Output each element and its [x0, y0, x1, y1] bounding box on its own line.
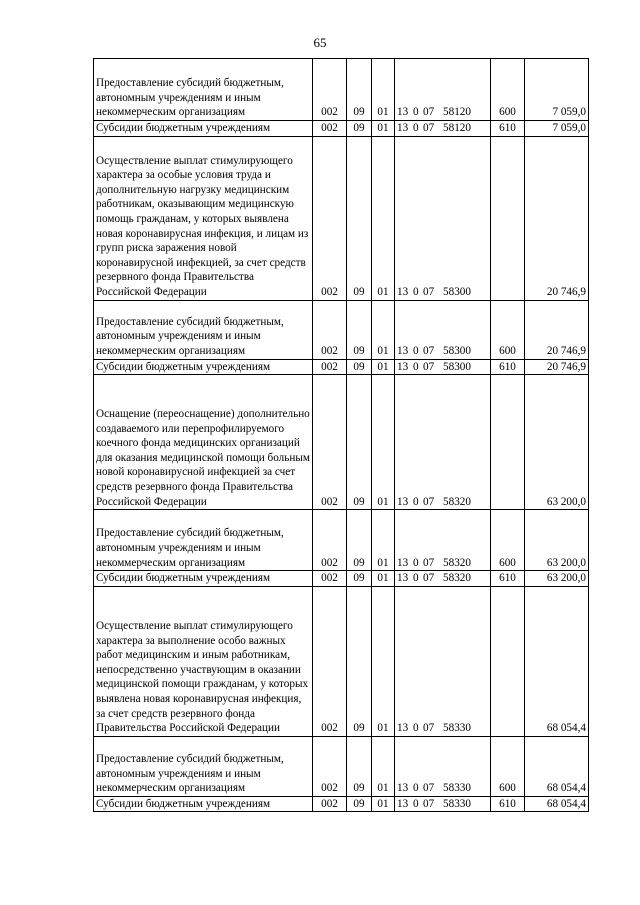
target-article-code: 13 0 07 58330	[395, 736, 491, 796]
section-code: 09	[347, 510, 372, 571]
admin-code: 002	[313, 571, 347, 587]
amount: 68 054,4	[525, 796, 589, 812]
subsection-code: 01	[372, 375, 395, 510]
expense-name: Предоставление субсидий бюджетным, автономным учреждениям и иным некоммерческим организациям	[94, 510, 313, 571]
expense-type-code: 600	[491, 300, 525, 359]
section-code: 09	[347, 121, 372, 137]
expense-name: Субсидии бюджетным учреждениям	[94, 571, 313, 587]
admin-code: 002	[313, 59, 347, 121]
admin-code: 002	[313, 796, 347, 812]
expense-name: Субсидии бюджетным учреждениям	[94, 359, 313, 375]
table-row	[94, 375, 589, 510]
table-row	[94, 736, 589, 796]
section-code: 09	[347, 796, 372, 812]
expense-type-code: 610	[491, 121, 525, 137]
admin-code: 002	[313, 359, 347, 375]
subsection-code: 01	[372, 121, 395, 137]
expense-name: Оснащение (переоснащение) дополнительно создаваемого или перепрофилируемого коечного фонда медицинских организаций для оказания медицинской помощи больным новой коронавирусной инфекцией за счет средств резервного фонда Правительства Российской Федерации	[94, 375, 313, 510]
target-article-code: 13 0 07 58320	[395, 571, 491, 587]
expense-type-code	[491, 136, 525, 300]
section-code: 09	[347, 375, 372, 510]
amount: 68 054,4	[525, 736, 589, 796]
table-row	[94, 586, 589, 736]
table-row	[94, 359, 589, 375]
table-row	[94, 300, 589, 359]
table-row	[94, 121, 589, 137]
target-article-code: 13 0 07 58300	[395, 359, 491, 375]
expense-type-code	[491, 375, 525, 510]
subsection-code: 01	[372, 510, 395, 571]
subsection-code: 01	[372, 59, 395, 121]
target-article-code: 13 0 07 58320	[395, 375, 491, 510]
expense-name: Предоставление субсидий бюджетным, автономным учреждениям и иным некоммерческим организациям	[94, 736, 313, 796]
expense-type-code: 600	[491, 59, 525, 121]
table-row	[94, 796, 589, 812]
expense-type-code: 600	[491, 736, 525, 796]
amount: 68 054,4	[525, 586, 589, 736]
expense-type-code: 600	[491, 510, 525, 571]
table-row	[94, 136, 589, 300]
target-article-code: 13 0 07 58120	[395, 59, 491, 121]
expense-type-code	[491, 586, 525, 736]
section-code: 09	[347, 736, 372, 796]
amount: 20 746,9	[525, 300, 589, 359]
table-row	[94, 59, 589, 121]
section-code: 09	[347, 59, 372, 121]
subsection-code: 01	[372, 796, 395, 812]
admin-code: 002	[313, 510, 347, 571]
amount: 7 059,0	[525, 121, 589, 137]
amount: 7 059,0	[525, 59, 589, 121]
expense-name: Предоставление субсидий бюджетным, автономным учреждениям и иным некоммерческим организациям	[94, 59, 313, 121]
subsection-code: 01	[372, 300, 395, 359]
admin-code: 002	[313, 121, 347, 137]
table-row	[94, 571, 589, 587]
subsection-code: 01	[372, 586, 395, 736]
section-code: 09	[347, 300, 372, 359]
expense-name: Субсидии бюджетным учреждениям	[94, 796, 313, 812]
subsection-code: 01	[372, 736, 395, 796]
amount: 20 746,9	[525, 136, 589, 300]
section-code: 09	[347, 359, 372, 375]
target-article-code: 13 0 07 58330	[395, 586, 491, 736]
admin-code: 002	[313, 586, 347, 736]
table-row	[94, 510, 589, 571]
target-article-code: 13 0 07 58300	[395, 300, 491, 359]
admin-code: 002	[313, 736, 347, 796]
admin-code: 002	[313, 375, 347, 510]
expense-name: Субсидии бюджетным учреждениям	[94, 121, 313, 137]
amount: 63 200,0	[525, 510, 589, 571]
expense-type-code: 610	[491, 571, 525, 587]
budget-table	[93, 58, 589, 812]
expense-name: Осуществление выплат стимулирующего характера за выполнение особо важных работ медицинским и иным работникам, непосредственно участвующим в оказании медицинской помощи гражданам, у которых выявлена новая коронавирусная инфекция, за счет средств резервного фонда Правительства Российской Федерации	[94, 586, 313, 736]
subsection-code: 01	[372, 571, 395, 587]
target-article-code: 13 0 07 58300	[395, 136, 491, 300]
expense-type-code: 610	[491, 796, 525, 812]
amount: 63 200,0	[525, 571, 589, 587]
subsection-code: 01	[372, 359, 395, 375]
section-code: 09	[347, 586, 372, 736]
expense-type-code: 610	[491, 359, 525, 375]
expense-name: Предоставление субсидий бюджетным, автономным учреждениям и иным некоммерческим организациям	[94, 300, 313, 359]
target-article-code: 13 0 07 58120	[395, 121, 491, 137]
section-code: 09	[347, 571, 372, 587]
amount: 63 200,0	[525, 375, 589, 510]
subsection-code: 01	[372, 136, 395, 300]
section-code: 09	[347, 136, 372, 300]
page-number: 65	[313, 35, 327, 50]
amount: 20 746,9	[525, 359, 589, 375]
admin-code: 002	[313, 300, 347, 359]
target-article-code: 13 0 07 58330	[395, 796, 491, 812]
admin-code: 002	[313, 136, 347, 300]
target-article-code: 13 0 07 58320	[395, 510, 491, 571]
expense-name: Осуществление выплат стимулирующего характера за особые условия труда и дополнительную нагрузку медицинским работникам, оказывающим медицинскую помощь гражданам, у которых выявлена новая коронавирусная инфекция, и лицам из групп риска заражения новой коронавирусной инфекцией, за счет средств резервного фонда Правительства Российской Федерации	[94, 136, 313, 300]
